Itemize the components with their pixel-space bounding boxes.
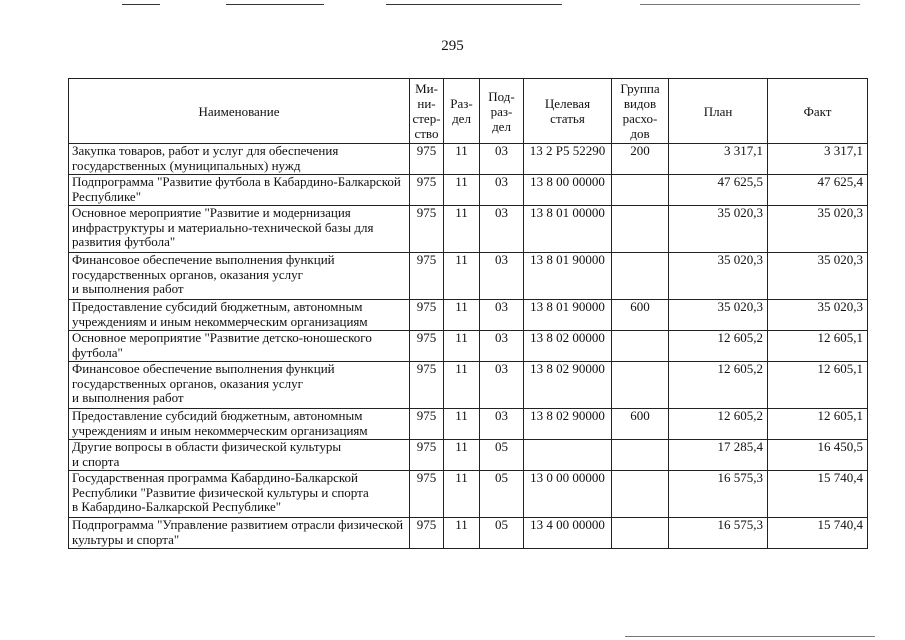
cell-group [612, 206, 669, 253]
cell-plan: 12 605,2 [669, 331, 768, 362]
scan-artifact-line [386, 4, 562, 5]
cell-section: 11 [444, 440, 480, 471]
cell-fact: 3 317,1 [768, 144, 868, 175]
table-row [69, 331, 868, 362]
cell-subsection: 03 [480, 253, 524, 300]
cell-ministry: 975 [410, 175, 444, 206]
cell-section: 11 [444, 144, 480, 175]
cell-fact: 47 625,4 [768, 175, 868, 206]
cell-name: Закупка товаров, работ и услуг для обеспечения государственных (муниципальных) нужд [69, 144, 410, 175]
table-row [69, 175, 868, 206]
table-row [69, 471, 868, 518]
header-subsection: Под- раз- дел [480, 79, 524, 144]
cell-subsection: 03 [480, 206, 524, 253]
table-row [69, 253, 868, 300]
cell-fact: 12 605,1 [768, 362, 868, 409]
cell-ministry: 975 [410, 300, 444, 331]
cell-subsection: 03 [480, 409, 524, 440]
budget-table [68, 78, 868, 549]
cell-subsection: 03 [480, 144, 524, 175]
cell-subsection: 05 [480, 440, 524, 471]
cell-section: 11 [444, 471, 480, 518]
cell-group [612, 253, 669, 300]
table-row [69, 206, 868, 253]
cell-target: 13 8 01 00000 [524, 206, 612, 253]
cell-plan: 35 020,3 [669, 300, 768, 331]
cell-ministry: 975 [410, 471, 444, 518]
scan-artifact-line [226, 4, 324, 5]
cell-name: Предоставление субсидий бюджетным, автономным учреждениям и иным некоммерческим организациям [69, 409, 410, 440]
cell-name: Государственная программа Кабардино-Балкарской Республики "Развитие физической культуры и спорта в Кабардино-Балкарской Республике" [69, 471, 410, 518]
cell-group: 200 [612, 144, 669, 175]
cell-target: 13 0 00 00000 [524, 471, 612, 518]
cell-plan: 17 285,4 [669, 440, 768, 471]
cell-fact: 35 020,3 [768, 206, 868, 253]
cell-target: 13 8 02 90000 [524, 362, 612, 409]
cell-name: Основное мероприятие "Развитие и модернизация инфраструктуры и материально-технической базы для развития футбола" [69, 206, 410, 253]
header-plan: План [669, 79, 768, 144]
cell-group [612, 331, 669, 362]
cell-target: 13 8 02 00000 [524, 331, 612, 362]
table-row [69, 409, 868, 440]
cell-subsection: 05 [480, 518, 524, 549]
header-section: Раз- дел [444, 79, 480, 144]
cell-ministry: 975 [410, 362, 444, 409]
cell-fact: 15 740,4 [768, 518, 868, 549]
cell-group [612, 518, 669, 549]
cell-fact: 35 020,3 [768, 253, 868, 300]
cell-fact: 35 020,3 [768, 300, 868, 331]
cell-group [612, 175, 669, 206]
cell-name: Финансовое обеспечение выполнения функций государственных органов, оказания услуг и выполнения работ [69, 253, 410, 300]
cell-plan: 47 625,5 [669, 175, 768, 206]
scan-artifact-line [640, 4, 860, 5]
cell-fact: 12 605,1 [768, 409, 868, 440]
header-target: Целевая статья [524, 79, 612, 144]
header-name: Наименование [69, 79, 410, 144]
cell-fact: 16 450,5 [768, 440, 868, 471]
cell-section: 11 [444, 518, 480, 549]
cell-name: Финансовое обеспечение выполнения функций государственных органов, оказания услуг и выполнения работ [69, 362, 410, 409]
cell-target: 13 8 02 90000 [524, 409, 612, 440]
cell-name: Подпрограмма "Развитие футбола в Кабардино-Балкарской Республике" [69, 175, 410, 206]
header-group: Группа видов расхо- дов [612, 79, 669, 144]
cell-plan: 35 020,3 [669, 253, 768, 300]
cell-fact: 15 740,4 [768, 471, 868, 518]
cell-ministry: 975 [410, 253, 444, 300]
cell-group [612, 471, 669, 518]
cell-ministry: 975 [410, 409, 444, 440]
cell-plan: 35 020,3 [669, 206, 768, 253]
cell-name: Подпрограмма "Управление развитием отрасли физической культуры и спорта" [69, 518, 410, 549]
cell-target: 13 2 Р5 52290 [524, 144, 612, 175]
cell-section: 11 [444, 409, 480, 440]
cell-group [612, 440, 669, 471]
cell-plan: 12 605,2 [669, 409, 768, 440]
cell-ministry: 975 [410, 331, 444, 362]
cell-section: 11 [444, 206, 480, 253]
cell-name: Другие вопросы в области физической культуры и спорта [69, 440, 410, 471]
cell-target: 13 8 00 00000 [524, 175, 612, 206]
cell-section: 11 [444, 331, 480, 362]
cell-subsection: 03 [480, 331, 524, 362]
cell-section: 11 [444, 175, 480, 206]
cell-ministry: 975 [410, 144, 444, 175]
table-row [69, 362, 868, 409]
cell-target: 13 8 01 90000 [524, 300, 612, 331]
cell-group: 600 [612, 409, 669, 440]
cell-target [524, 440, 612, 471]
table-row [69, 440, 868, 471]
cell-group: 600 [612, 300, 669, 331]
cell-section: 11 [444, 253, 480, 300]
scan-artifact-line [122, 4, 160, 5]
scan-artifact-line [625, 636, 875, 637]
cell-section: 11 [444, 300, 480, 331]
cell-subsection: 03 [480, 362, 524, 409]
header-fact: Факт [768, 79, 868, 144]
cell-plan: 3 317,1 [669, 144, 768, 175]
cell-target: 13 8 01 90000 [524, 253, 612, 300]
table-row [69, 518, 868, 549]
page-number: 295 [441, 38, 464, 54]
cell-ministry: 975 [410, 440, 444, 471]
cell-fact: 12 605,1 [768, 331, 868, 362]
cell-subsection: 03 [480, 175, 524, 206]
cell-section: 11 [444, 362, 480, 409]
cell-group [612, 362, 669, 409]
cell-subsection: 03 [480, 300, 524, 331]
cell-ministry: 975 [410, 206, 444, 253]
cell-name: Основное мероприятие "Развитие детско-юношеского футбола" [69, 331, 410, 362]
table-header-row [69, 79, 868, 144]
cell-target: 13 4 00 00000 [524, 518, 612, 549]
table-row [69, 144, 868, 175]
cell-plan: 12 605,2 [669, 362, 768, 409]
cell-plan: 16 575,3 [669, 518, 768, 549]
cell-ministry: 975 [410, 518, 444, 549]
table-row [69, 300, 868, 331]
cell-name: Предоставление субсидий бюджетным, автономным учреждениям и иным некоммерческим организациям [69, 300, 410, 331]
header-ministry: Ми- ни- стер- ство [410, 79, 444, 144]
cell-subsection: 05 [480, 471, 524, 518]
cell-plan: 16 575,3 [669, 471, 768, 518]
